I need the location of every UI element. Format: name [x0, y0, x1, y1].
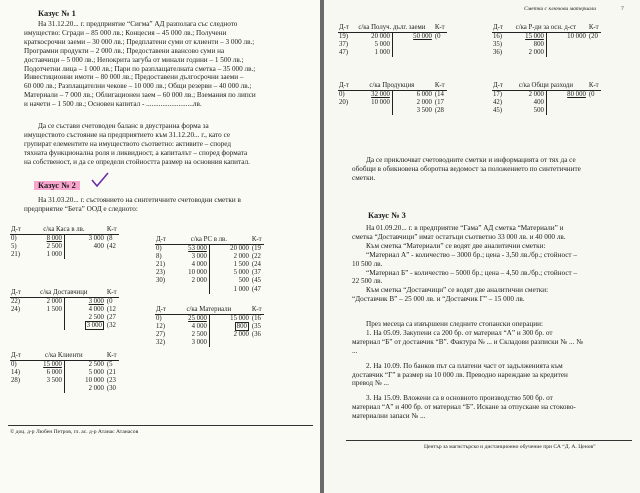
- case1-text: [24, 20, 308, 109]
- ref: (37: [251, 269, 261, 277]
- credit-amount: 2 500: [64, 361, 106, 370]
- ref: 12): [156, 323, 166, 331]
- ref: (17: [434, 99, 444, 107]
- case2-line: предприятие “Бета” ООД е следното:: [24, 204, 138, 213]
- credit-amount: 3 000: [64, 235, 106, 244]
- credit-amount: 3 500: [392, 107, 434, 115]
- debit-amount: 53 000: [188, 245, 207, 253]
- ref: 37): [339, 41, 349, 49]
- debit-amount: 5 000: [374, 41, 390, 49]
- case3-line: 22 500 лв.: [352, 277, 383, 286]
- credit-amount: 80 000: [546, 91, 588, 100]
- debit-label: Д-т: [339, 24, 349, 31]
- right-footer: Център за магистърско и дистанционно обучение при СА “Д. А. Ценов”: [424, 444, 596, 450]
- case3-title: Казус № 3: [368, 211, 406, 220]
- debit-amount: 3 000: [191, 339, 207, 347]
- ref: (27: [106, 314, 116, 322]
- case1-task-line: тяхната функционална роля и ликвидност, а капиталът – според формата: [24, 148, 248, 157]
- case1-line: и начети – 1 500 лв.; Основен капитал - ..........................лв.: [24, 100, 202, 109]
- ref: 32): [156, 339, 166, 347]
- debit-amount: 15 000: [525, 33, 544, 41]
- credit-amount: 2 000: [209, 331, 251, 339]
- debit-amount: 20 000: [371, 33, 390, 41]
- debit-amount: 400: [533, 99, 544, 107]
- debit-amount: 25 000: [188, 315, 207, 323]
- case1-task-line: на собственост, и да се определи стойността размер на основния капитал.: [24, 157, 250, 166]
- case1-task-line: имуществото състояние на предприятието към 31.12.20... г., като се: [24, 130, 231, 139]
- case2-line: На 31.03.20... г. състоянието на синтетичните счетоводни сметки в: [38, 196, 241, 204]
- operation-line: материални запаси № ...: [352, 412, 426, 421]
- case1-line: Програмни продукти – 2 000 лв.; Предоставени авансово суми на: [24, 46, 225, 55]
- ref: 36): [493, 49, 503, 57]
- ref: 5): [11, 243, 17, 251]
- intro-line: обобщи в обикновена оборотна ведомост за положението по синтетичните: [352, 164, 581, 173]
- ref: (47: [251, 285, 261, 293]
- left-footer: © доц. д-р Любен Петров, гл. ас. д-р Атанас Атанасов: [10, 429, 139, 435]
- debit-amount: 1 000: [374, 49, 390, 57]
- right-page: [324, 0, 640, 493]
- case3-line: 10 500 лв.: [352, 259, 383, 268]
- t-account-suppliers: [10, 289, 119, 330]
- ref: 17): [493, 91, 503, 99]
- ref: (36: [251, 331, 261, 339]
- ref: 35): [493, 41, 503, 49]
- credit-amount: 6 000: [392, 91, 434, 100]
- ref: (35: [251, 323, 261, 331]
- credit-amount: 3 000: [64, 298, 106, 307]
- debit-label: Д-т: [11, 226, 21, 233]
- t-account-main-activity-costs: [492, 24, 601, 57]
- t-account-materials: [155, 306, 264, 347]
- case1-line: доставчици – 5 000 лв.; Непокрита загуба от минали години – 1 500 лв.;: [24, 55, 244, 64]
- case1-line: Материали – 7 000 лв.; Облигационен заем – 60 000 лв.; Вземания по липси: [24, 91, 256, 100]
- credit-amount: 500: [209, 277, 251, 285]
- case1-line: На 31.12.20... г. предприятие “Сигма” АД разполага със следното: [38, 20, 238, 28]
- ref: (45: [251, 277, 261, 285]
- account-name: с/ка РС в лв.: [168, 236, 251, 245]
- ref: 42): [493, 99, 503, 107]
- credit-amount: 2 500: [64, 314, 106, 322]
- ref: 0): [11, 235, 17, 243]
- debit-amount: 4 000: [191, 261, 207, 269]
- case1-task-line: Да се състави счетоводен баланс в двустранна форма за: [38, 122, 209, 130]
- debit-amount: 2 500: [191, 331, 207, 339]
- case2-title-highlight: Казус № 2: [34, 181, 80, 190]
- credit-label: К-т: [106, 226, 117, 233]
- checkmark-icon: [90, 172, 110, 188]
- debit-amount: 15 000: [43, 361, 62, 369]
- case3-text: [352, 224, 628, 304]
- credit-amount: 10 000: [546, 33, 588, 42]
- ref: 8): [156, 253, 162, 261]
- case2-text: [24, 196, 308, 214]
- ref: (16: [251, 315, 261, 323]
- ref: 21): [156, 261, 166, 269]
- operation-line: доставчик “Г” в размер на 10 000 лв. Преводно нареждане за кредитен: [352, 370, 568, 379]
- credit-label: К-т: [106, 352, 117, 359]
- credit-label: К-т: [251, 236, 262, 243]
- debit-label: Д-т: [11, 289, 21, 296]
- case1-task: [24, 122, 308, 167]
- ref: 30): [156, 277, 166, 285]
- debit-label: Д-т: [156, 306, 166, 313]
- debit-amount: 2 000: [191, 277, 207, 285]
- t-account-general-costs: [492, 82, 601, 115]
- ref: (0: [588, 91, 595, 99]
- debit-label: Д-т: [11, 352, 21, 359]
- credit-amount: 2 000: [209, 253, 251, 261]
- ref: 0): [156, 245, 162, 253]
- ref: (32: [106, 322, 116, 330]
- credit-amount: 10 000: [64, 377, 106, 385]
- debit-amount: 8 000: [46, 235, 62, 243]
- ref: 23): [156, 269, 166, 277]
- ref: 28): [11, 377, 21, 385]
- case3-line: Към сметка “Материали” се водят две аналитични сметки:: [366, 241, 546, 250]
- ref: 0): [156, 315, 162, 323]
- case3-line: “Доставчик В” – 25 000 лв. и “Доставчик Г” – 15 000 лв.: [352, 295, 525, 304]
- ref: (21: [106, 369, 116, 377]
- debit-amount: 2 000: [46, 298, 62, 306]
- debit-label: Д-т: [493, 24, 503, 31]
- case3-line: На 01.09.20... г. в предприятие “Гама” АД сметка “Материали” и: [366, 224, 564, 232]
- credit-amount: 20 000: [209, 245, 251, 254]
- credit-amount: 800: [236, 323, 247, 331]
- credit-label: К-т: [434, 24, 445, 31]
- intro-text: [352, 156, 628, 183]
- debit-label: Д-т: [156, 236, 166, 243]
- operations-intro: През месеца са извършени следните стопански операции:: [366, 320, 543, 328]
- account-name: с/ка Продукция: [351, 82, 434, 91]
- ref: 14): [11, 369, 21, 377]
- t-account-clients: [10, 352, 119, 393]
- credit-amount: 2 000: [392, 99, 434, 107]
- debit-amount: 3 000: [191, 253, 207, 261]
- debit-label: Д-т: [339, 82, 349, 89]
- credit-label: К-т: [251, 306, 262, 313]
- case3-line: сметка “Доставчици” имат остатъци съответно 33 000 лв. и 40 000 лв.: [352, 232, 566, 241]
- ref: 0): [11, 361, 17, 369]
- running-header: Сметки с ключови материали: [524, 6, 597, 12]
- intro-line: Да се приключват счетоводните сметки и информацията от тях да се: [366, 156, 576, 164]
- operation-line: 1. На 05.09. Закупени са 200 бр. от материал “А” и 300 бр. от: [366, 328, 553, 337]
- credit-amount: 50 000: [392, 33, 434, 42]
- account-name: с/ка Материали: [168, 306, 251, 315]
- footer-divider: [346, 440, 632, 441]
- account-name: с/ка Доставчици: [23, 289, 106, 298]
- credit-amount: 1 000: [209, 286, 251, 294]
- ref: 16): [493, 33, 503, 41]
- ref: (14: [434, 91, 444, 99]
- operation-line: превод № ...: [352, 379, 389, 388]
- t-account-cash: [10, 226, 119, 259]
- debit-amount: 6 000: [46, 369, 62, 377]
- case3-line: Към сметка “Доставчици” се водят две аналитични сметки:: [366, 286, 549, 295]
- operations: [352, 320, 628, 421]
- t-account-long-term-loans: [338, 24, 447, 57]
- account-name: с/ка Каса в лв.: [23, 226, 106, 235]
- ref: (20: [588, 33, 598, 41]
- ref: (12: [106, 306, 116, 314]
- ref: (28: [434, 107, 444, 115]
- ref: (23: [106, 377, 116, 385]
- credit-amount: 5 000: [209, 269, 251, 277]
- ref: 45): [493, 107, 503, 115]
- case1-line: 60 000 лв.; Разплащателни чекове – 10 000 лв.; Общи резерви – 40 000 лв.;: [24, 82, 252, 91]
- credit-label: К-т: [588, 24, 599, 31]
- ref: (5: [106, 361, 113, 369]
- case1-line: Подотчетни лица – 1 000 лв.; Пари по разплащателната сметка – 35 000 лв.;: [24, 64, 256, 73]
- t-account-production: [338, 82, 447, 115]
- debit-amount: 2 000: [528, 91, 544, 99]
- page-number: 7: [621, 6, 624, 12]
- credit-label: К-т: [106, 289, 117, 296]
- debit-amount: 500: [533, 107, 544, 115]
- debit-amount: 10 000: [188, 269, 207, 277]
- ref: 21): [11, 251, 21, 259]
- debit-amount: 1 500: [46, 306, 62, 314]
- ref: (0: [434, 33, 441, 41]
- debit-amount: 2 000: [528, 49, 544, 57]
- case1-line: краткосрочни заеми – 30 000 лв.; Предплатени суми от клиенти – 3 000 лв.;: [24, 37, 255, 46]
- debit-label: Д-т: [493, 82, 503, 89]
- credit-amount: 1 500: [209, 261, 251, 269]
- account-name: с/ка Общи разходи: [505, 82, 588, 91]
- operation-line: 3. На 15.09. Вложени са в основното производство 500 бр. от: [366, 394, 553, 403]
- ref: (22: [251, 253, 261, 261]
- operation-line: 2. На 10.09. По банков път са платени част от задълженията към: [366, 361, 563, 370]
- ref: (30: [106, 385, 116, 393]
- credit-amount: 5 000: [64, 369, 106, 377]
- credit-amount: 3 000: [86, 322, 102, 330]
- credit-label: К-т: [588, 82, 599, 89]
- ref: 0): [339, 91, 345, 99]
- debit-amount: 4 000: [191, 323, 207, 331]
- debit-amount: 800: [533, 41, 544, 49]
- debit-amount: 10 000: [371, 99, 390, 107]
- case3-line: “Материал А” - количество – 3000 бр.; цена - 3,50 лв./бр.; стойност –: [366, 250, 577, 259]
- debit-amount: 2 500: [46, 243, 62, 251]
- account-name: с/ка Получ. дълг. заеми: [351, 24, 434, 33]
- credit-label: К-т: [434, 82, 445, 89]
- case1-title: Казус № 1: [38, 9, 76, 18]
- ref: 19): [339, 33, 349, 41]
- ref: 47): [339, 49, 349, 57]
- footer-divider: [8, 425, 313, 426]
- ref: 27): [156, 331, 166, 339]
- credit-amount: 15 000: [209, 315, 251, 324]
- case1-task-line: групират елементите на имуществото съответно: активите – според: [24, 139, 232, 148]
- debit-amount: 32 000: [371, 91, 390, 99]
- account-name: с/ка Р-ди за осн. д-ст: [505, 24, 588, 33]
- ref: 24): [11, 306, 21, 314]
- credit-amount: 4 000: [64, 306, 106, 314]
- debit-amount: 3 500: [46, 377, 62, 385]
- intro-line: сметки.: [352, 173, 376, 182]
- credit-amount: 400: [64, 243, 106, 251]
- case2-title: [34, 182, 80, 191]
- operation-line: ...: [352, 346, 358, 355]
- case1-line: Инвестиционни имоти – 80 000 лв.; Предоставени дългосрочни заеми –: [24, 73, 244, 82]
- case3-line: “Материал Б” - количество – 5000 бр.; цена – 4,50 лв./бр.; стойност –: [366, 268, 578, 277]
- ref: (24: [251, 261, 261, 269]
- ref: (0: [106, 298, 113, 306]
- ref: 20): [339, 99, 349, 107]
- case1-line: имущество: Сгради – 85 000 лв.; Концесия – 45 000 лв.; Получени: [24, 28, 227, 37]
- ref: 22): [11, 298, 21, 306]
- debit-amount: 1 000: [46, 251, 62, 259]
- ref: (19: [251, 245, 261, 253]
- operation-line: материал “Б” от доставчик “В”. Фактура № ... и Складови разписки № ... №: [352, 337, 583, 346]
- ref: (8: [106, 235, 113, 243]
- credit-amount: 2 000: [64, 385, 106, 393]
- account-name: с/ка Клиенти: [23, 352, 106, 361]
- ref: (42: [106, 243, 116, 251]
- operation-line: материал “А” и 400 бр. от материал “Б”. Искане за отпускане на стоково-: [352, 403, 576, 412]
- t-account-bank: [155, 236, 264, 294]
